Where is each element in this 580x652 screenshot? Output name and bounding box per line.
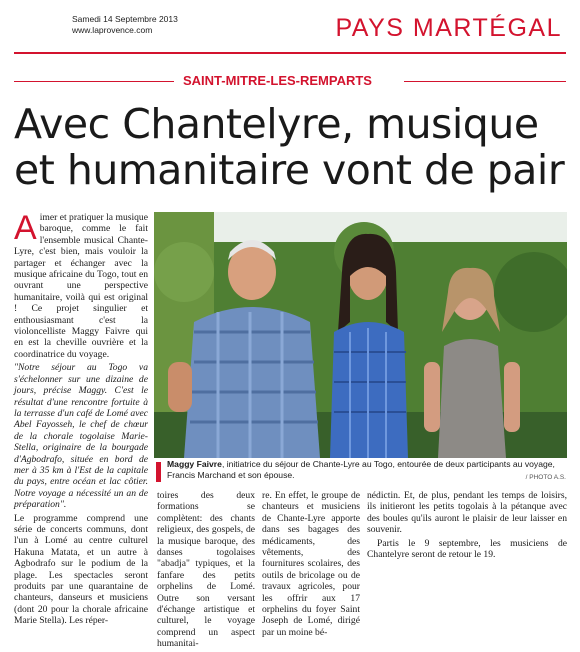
headline — [14, 101, 574, 193]
article-photo — [154, 212, 567, 458]
caption-text: , initiatrice du séjour de Chante-Lyre au Togo, entourée de deux participants au voyage, Francis Marchand et son épouse. — [167, 459, 555, 480]
issue-date — [72, 14, 178, 36]
caption-name: Maggy Faivre — [167, 459, 222, 469]
masthead — [0, 0, 580, 56]
drop-cap: A — [14, 209, 37, 247]
masthead-rule — [14, 52, 566, 54]
article-column-4 — [367, 490, 567, 562]
article-column-1 — [14, 209, 148, 629]
column-4-text: nédictin. Et, de plus, pendant les temps de loisirs, ils initieront les petits togolais à la pétanque avec des boules qu'ils auront le plaisir de leur laisser en souvenir. — [367, 490, 567, 536]
photo-illustration — [154, 212, 567, 458]
photo-credit: / PHOTO A.S. — [525, 474, 566, 481]
quote-paragraph: "Notre séjour au Togo va s'échelonner sur une dizaine de jours, précise Maggy. C'est le résultat d'une rencontre fortuite à la terrasse d'un café de Lomé avec Abel Fayosseh, le chef de chœur de la chorale togolaise Marie-Stella, originaire de la bourgade d'Agbodrafo, située en bord de mer à 35 km à l'Est de la capitale du pays, entre océan et lac côtier. Notre voyage a nécessité un an de préparation". — [14, 362, 148, 511]
column-3-text: re. En effet, le groupe de chanteurs et musiciens de Chante-Lyre apporte dans ses bagages des médicaments, des vêtements, des fournitures scolaires, des outils de bricolage ou de travaux agricoles, pour les offrir aux 17 orphelins du foyer Saint Joseph de Lomé, dirigé par un moine bé- — [262, 490, 360, 638]
caption-marker — [156, 462, 161, 482]
return-date-paragraph: Partis le 9 septembre, les musiciens de Chantelyre seront de retour le 19. — [367, 537, 567, 561]
article-column-2 — [157, 490, 255, 652]
kicker-rule-right — [404, 81, 566, 82]
section-title: PAYS MARTÉGAL — [335, 14, 562, 42]
website-line: www.laprovence.com — [72, 25, 153, 35]
photo-caption — [167, 459, 567, 481]
intro-text: imer et pratiquer la musique baroque, comme le fait l'ensemble musical Chante-Lyre, c'est bien, mais vouloir la partager et échanger avec la musique africaine du Togo, tout en ouvrant une perspective humanitaire, voilà qui est original ! Ce projet singulier et enthousiasmant c'est la violoncelliste Maggy Faivre qui en est la cheville ouvrière et la coordinatrice du voyage. — [14, 212, 148, 360]
date-line: Samedi 14 Septembre 2013 — [72, 14, 178, 24]
headline-line-2: et humanitaire vont de pair — [14, 146, 565, 194]
article-column-3 — [262, 490, 360, 640]
headline-line-1: Avec Chantelyre, musique — [14, 100, 539, 148]
program-paragraph: Le programme comprend une série de concerts communs, dont l'un à Lomé au centre culturel Hakuna Matata, et un autre à Agbodrafo sur le podium de la plage. Les spectacles seront produits par une quarantaine de chanteurs, danseurs et musiciens (dont 20 pour la chorale africaine Marie Stella). Les réper- — [14, 512, 148, 627]
column-2-text: toires des deux formations se complètent: des chants religieux, des gospels, de la musique baroque, des danses togolaises "abadja" typiques, et la fanfare des petits orphelins de Lomé. Outre son versant d'échange artistique et culturel, le voyage comprend un aspect humanitai- — [157, 490, 255, 650]
kicker-rule-left — [14, 81, 174, 82]
kicker: SAINT-MITRE-LES-REMPARTS — [183, 73, 372, 88]
intro-paragraph — [14, 209, 148, 360]
